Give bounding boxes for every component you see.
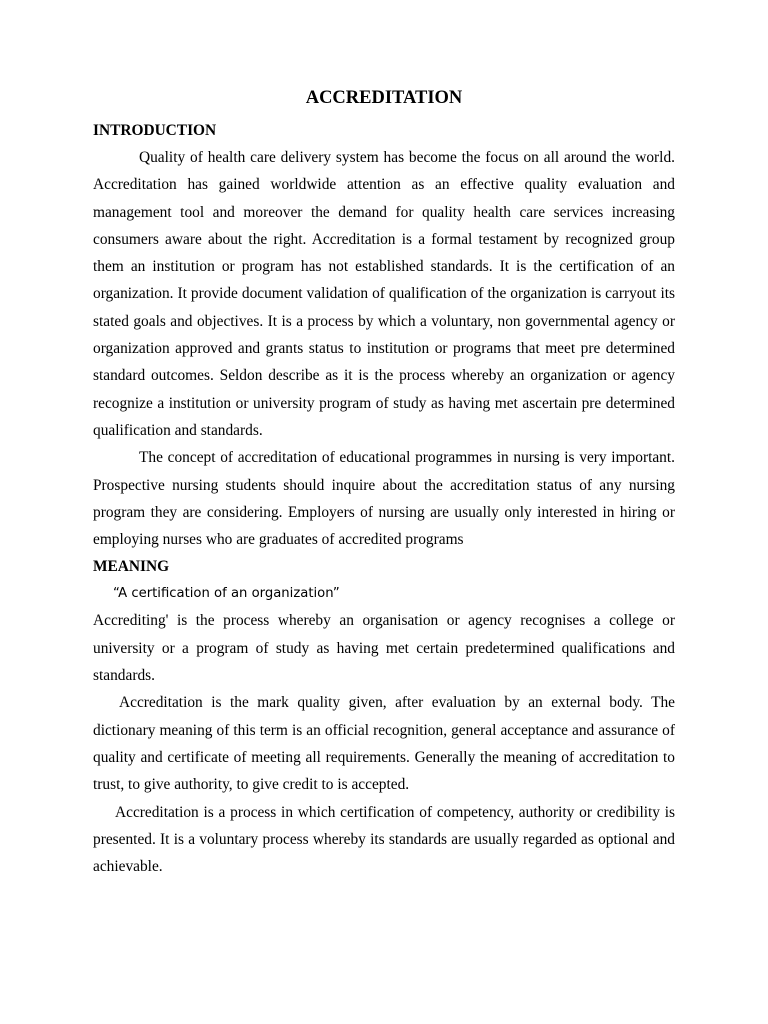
introduction-paragraph-2: The concept of accreditation of educational programmes in nursing is very important. Prospective nursing students should inquire about the accreditation status of any nursing program they are considering. Employers of nursing are usually only interested in hiring or employing nurses who are graduates of accredited programs bbox=[93, 449, 675, 549]
meaning-paragraph-3: Accreditation is a process in which certification of competency, authority or credibility is presented. It is a voluntary process whereby its standards are usually regarded as optional and achievable. bbox=[93, 803, 675, 876]
meaning-paragraph-2: Accreditation is the mark quality given, after evaluation by an external body. The dictionary meaning of this term is an official recognition, general acceptance and assurance of quality and certificate of meeting all requirements. Generally the meaning of accreditation to trust, to give authority, to give credit to is accepted. bbox=[93, 694, 675, 794]
section-heading-meaning: MEANING bbox=[93, 558, 170, 576]
meaning-quote: “A certification of an organization” bbox=[113, 586, 340, 602]
document-title: ACCREDITATION bbox=[305, 88, 463, 108]
meaning-paragraph-1: Accrediting' is the process whereby an organisation or agency recognises a college or university or a program of study as having met certain predetermined qualifications and standards. bbox=[93, 612, 675, 685]
document-page bbox=[93, 86, 675, 880]
introduction-paragraph-1: Quality of health care delivery system has become the focus on all around the world. Accreditation has gained worldwide attention as an effective quality evaluation and management tool and moreover the demand for quality health care services increasing consumers aware about the right. Accreditation is a formal testament by recognized group them an institution or program has not established standards. It is the certification of an organization. It provide document validation of qualification of the organization is carryout its stated goals and objectives. It is a process by which a voluntary, non governmental agency or organization approved and grants status to institution or programs that meet pre determined standard outcomes. Seldon describe as it is the process whereby an organization or agency recognize a institution or university program of study as having met ascertain pre determined qualification and standards. bbox=[93, 149, 675, 439]
section-heading-introduction: INTRODUCTION bbox=[93, 122, 217, 139]
